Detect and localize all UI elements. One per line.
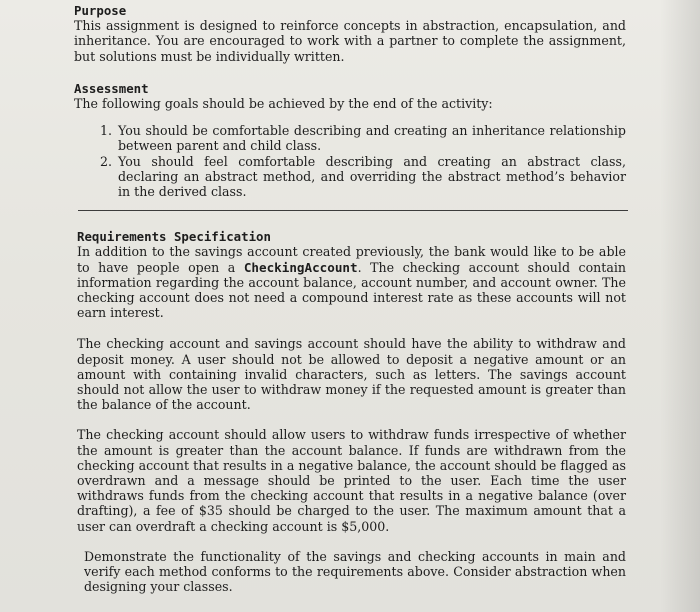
goal-text: 1. You should be comfortable describing and creating an inheritance relationship between parent and child class. [118,123,626,154]
page-shadow [660,0,700,612]
assignment-content [74,3,626,595]
goal-item [116,123,626,153]
requirements-paragraph-3: The checking account should allow users to withdraw funds irrespective of whether the amount is greater than the account balance. If funds are withdrawn from the checking account that results in a negative balance, the account should be flagged as overdrawn and a message should be printed to the user. Each time the user withdraws funds from the checking account that results in a negative balance (over drafting), a fee of $35 should be charged to the user. The maximum amount that a user can overdraft a checking account is $5,000. [77,427,626,534]
class-name-checkingaccount: CheckingAccount [243,259,358,275]
goals-list [74,123,626,199]
requirements-paragraph-4: Demonstrate the functionality of the savings and checking accounts in main and verify each method conforms to the requirements above. Consider abstraction when designing your classes. [84,548,626,595]
requirements-heading: Requirements Specification [77,229,271,245]
requirements-paragraph-2: The checking account and savings account should have the ability to withdraw and deposit money. A user should not be allowed to deposit a negative amount or an amount with containing invalid characters, such as letters. The savings account should not allow the user to withdraw money if the requested amount is greater than the balance of the account. [77,336,626,413]
assessment-intro: The following goals should be achieved by the end of the activity: [74,96,493,112]
requirements-p1-start: In addition to the savings account created previously, the bank would like to be able to have people open a [77,244,626,275]
assessment-heading: Assessment [74,80,149,96]
requirements-p1-end: . The checking account should contain information regarding the account balance, account number, and account owner. The checking account does not need a compound interest rate as these accounts will not earn interest. [77,259,626,321]
requirements-section [74,229,626,320]
assessment-section [74,81,626,199]
section-divider [78,210,628,211]
goal-item [116,154,626,200]
goal-text: 2. You should feel comfortable describing and creating an abstract class, declaring an abstract method, and overriding the abstract method’s behavior in the derived class. [118,153,626,200]
purpose-paragraph: This assignment is designed to reinforce concepts in abstraction, encapsulation, and inheritance. You are encouraged to work with a partner to complete the assignment, but solutions must be individually written. [74,18,626,64]
purpose-heading: Purpose [74,3,127,18]
requirements-paragraph-1 [77,244,626,320]
